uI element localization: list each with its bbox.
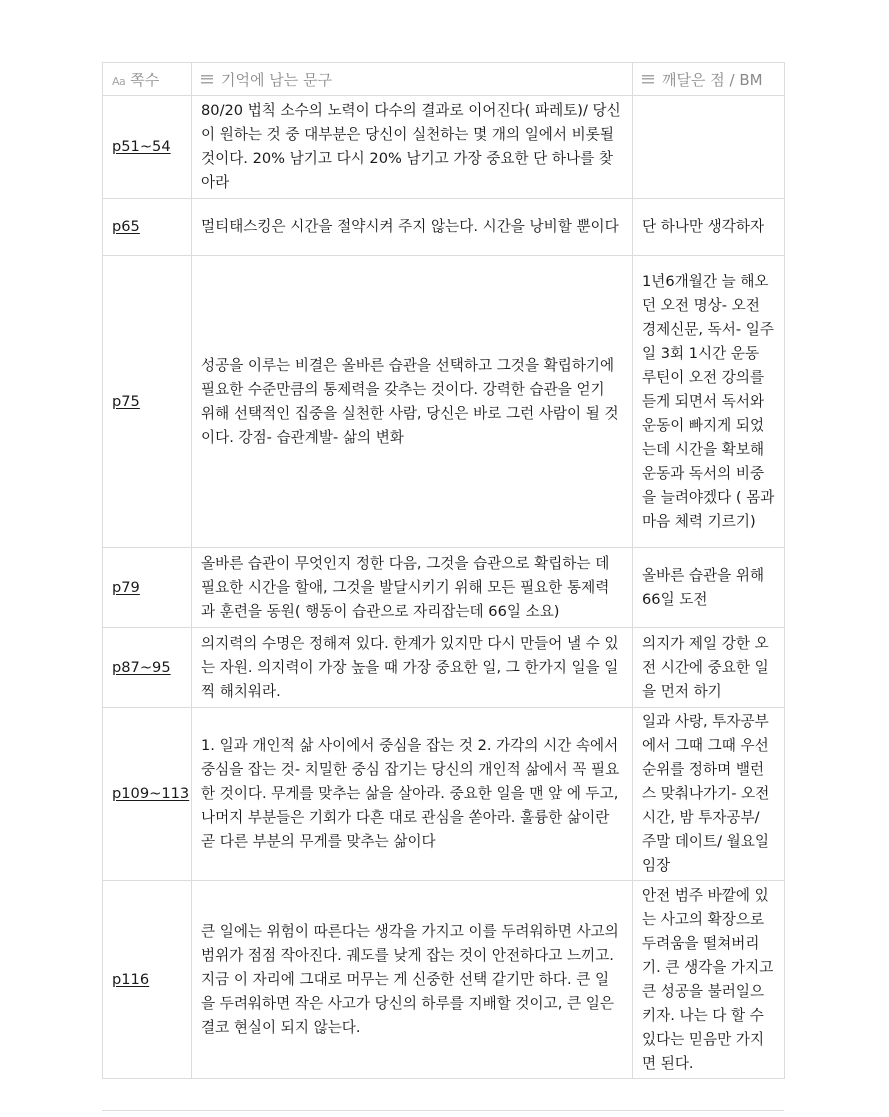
table-header-row — [103, 63, 785, 96]
table-row[interactable] — [103, 628, 785, 708]
page-cell — [103, 881, 192, 1079]
table-row[interactable] — [103, 199, 785, 256]
note-cell[interactable]: 1년6개월간 늘 해오던 오전 명상- 오전 경제신문, 독서- 일주일 3회 1시간 운동 루틴이 오전 강의를 듣게 되면서 독서와 운동이 빠지게 되었는데 시간을 확보해 운동과 독서의 비중을 늘려야겠다 ( 몸과 마음 체력 기르기) — [633, 256, 785, 548]
table-row[interactable] — [103, 708, 785, 881]
quote-cell[interactable]: 1. 일과 개인적 삶 사이에서 중심을 잡는 것 2. 가각의 시간 속에서 중심을 잡는 것- 치밀한 중심 잡기는 당신의 개인적 삶에서 꼭 필요한 것이다. 무게를 맞추는 삶을 살아라. 중요한 일을 맨 앞 에 두고, 나머지 부분들은 기회가 다흔 대로 관심을 쏟아라. 훌륭한 삶이란 곧 다른 부분의 무게를 맞추는 삶이다 — [192, 708, 633, 881]
quote-cell[interactable]: 올바른 습관이 무엇인지 정한 다음, 그것을 습관으로 확립하는 데 필요한 시간을 할애, 그것을 발달시키기 위해 모든 필요한 통제력과 훈련을 동원( 행동이 습관으로 자리잡는데 66일 소요) — [192, 548, 633, 628]
text-lines-icon — [642, 75, 654, 84]
table-row[interactable] — [103, 96, 785, 199]
page-cell — [103, 256, 192, 548]
quote-cell[interactable]: 의지력의 수명은 정해져 있다. 한계가 있지만 다시 만들어 낼 수 있는 자원. 의지력이 가장 높을 때 가장 중요한 일, 그 한가지 일을 일찍 해치워라. — [192, 628, 633, 708]
note-cell[interactable]: 일과 사랑, 투자공부에서 그때 그때 우선순위를 정하며 밸런스 맞춰나가기- 오전 시간, 밤 투자공부/ 주말 데이트/ 월요일 임장 — [633, 708, 785, 881]
note-cell[interactable] — [633, 96, 785, 199]
quote-cell[interactable]: 멀티태스킹은 시간을 절약시켜 주지 않는다. 시간을 낭비할 뿐이다 — [192, 199, 633, 256]
quote-cell[interactable]: 큰 일에는 위험이 따른다는 생각을 가지고 이를 두려워하면 사고의 범위가 점점 작아진다. 궤도를 낮게 잡는 것이 안전하다고 느끼고. 지금 이 자리에 그대로 머무는 게 신중한 선택 같기만 하다. 큰 일을 두려워하면 작은 사고가 당신의 하루를 지배할 것이고, 큰 일은 결코 현실이 되지 않는다. — [192, 881, 633, 1079]
table-row[interactable] — [103, 256, 785, 548]
page-link[interactable]: p116 — [112, 970, 150, 988]
page-link[interactable]: p109~113 — [112, 785, 190, 802]
page-cell — [103, 708, 192, 881]
table-row[interactable] — [103, 881, 785, 1079]
text-lines-icon — [201, 75, 213, 84]
note-cell[interactable]: 단 하나만 생각하자 — [633, 199, 785, 256]
page-link[interactable]: p75 — [112, 392, 140, 410]
note-cell[interactable]: 안전 범주 바깥에 있는 사고의 확장으로 두려움을 떨쳐버리기. 큰 생각을 가지고 큰 성공을 불러일으키자. 나는 다 할 수 있다는 믿음만 가지면 된다. — [633, 881, 785, 1079]
page-link[interactable]: p79 — [112, 578, 140, 596]
header-page-label: 쪽수 — [130, 70, 160, 89]
header-note-label: 깨달은 점 / BM — [662, 70, 763, 89]
header-quote-label: 기억에 남는 문구 — [221, 70, 332, 89]
header-note-column[interactable] — [633, 63, 785, 96]
note-cell[interactable]: 올바른 습관을 위해 66일 도전 — [633, 548, 785, 628]
page-cell — [103, 199, 192, 256]
quote-cell[interactable]: 80/20 법칙 소수의 노력이 다수의 결과로 이어진다( 파레토)/ 당신이 원하는 것 중 대부분은 당신이 실천하는 몇 개의 일에서 비롯될 것이다. 20% 남기고 다시 20% 남기고 가장 중요한 단 하나를 찾아라 — [192, 96, 633, 199]
next-table-top-border — [102, 1110, 784, 1111]
header-page-column[interactable] — [103, 63, 192, 96]
page-link[interactable]: p87~95 — [112, 658, 171, 676]
page-cell — [103, 628, 192, 708]
page-link[interactable]: p51~54 — [112, 138, 171, 155]
table-row[interactable] — [103, 548, 785, 628]
text-property-icon: Aa — [112, 74, 126, 88]
header-quote-column[interactable] — [192, 63, 633, 96]
page-link[interactable]: p65 — [112, 218, 140, 235]
page-cell — [103, 96, 192, 199]
reading-notes-table — [102, 62, 785, 1079]
page-cell — [103, 548, 192, 628]
note-cell[interactable]: 의지가 제일 강한 오전 시간에 중요한 일을 먼저 하기 — [633, 628, 785, 708]
quote-cell[interactable]: 성공을 이루는 비결은 올바른 습관을 선택하고 그것을 확립하기에 필요한 수준만큼의 통제력을 갖추는 것이다. 강력한 습관을 얻기 위해 선택적인 집중을 실천한 사람, 당신은 바로 그런 사람이 될 것이다. 강점- 습관계발- 삶의 변화 — [192, 256, 633, 548]
